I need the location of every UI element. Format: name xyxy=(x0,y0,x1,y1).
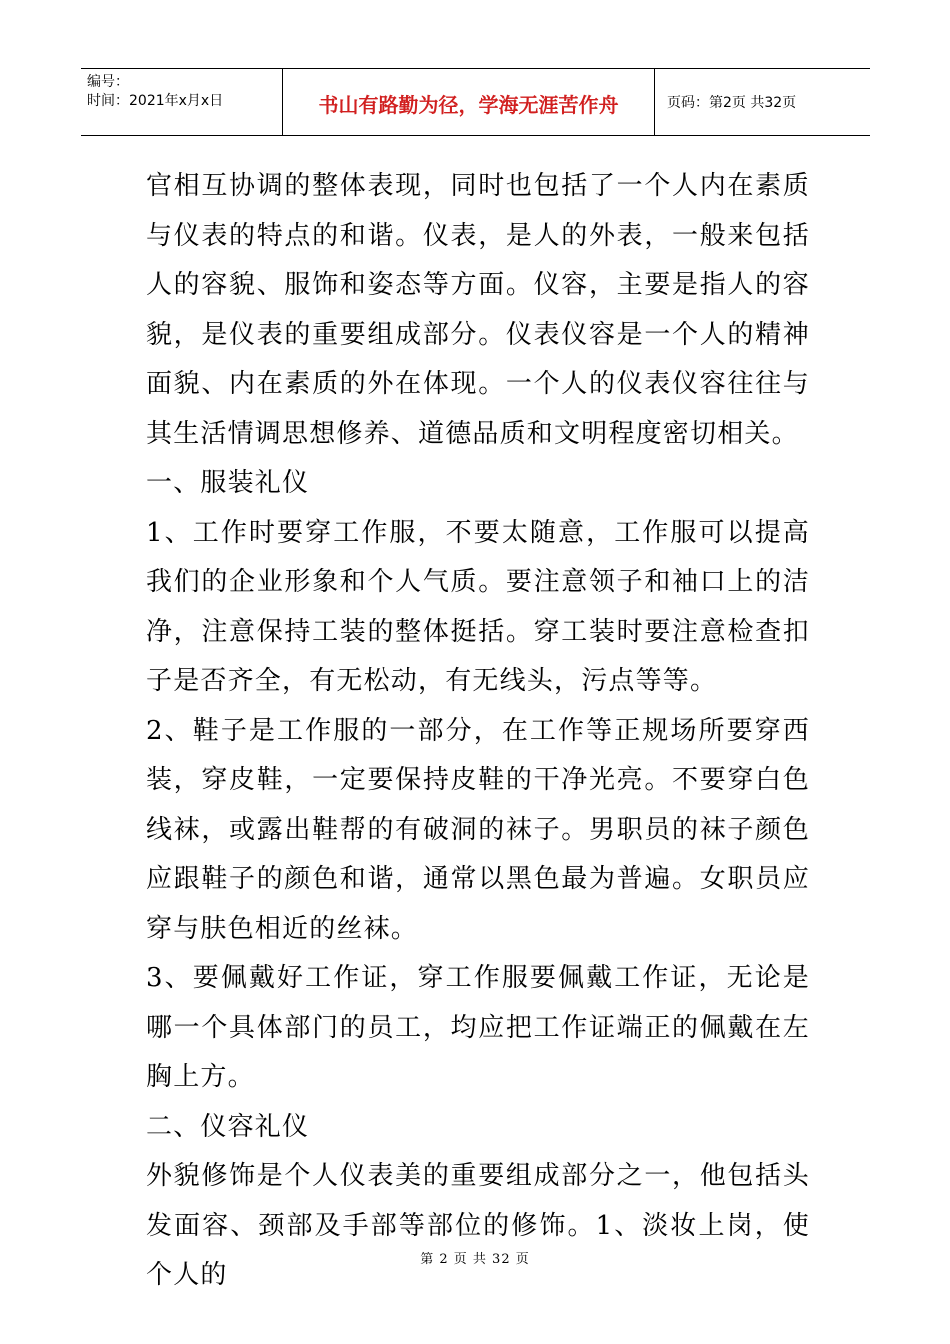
paragraph: 3、要佩戴好工作证，穿工作服要佩戴工作证，无论是哪一个具体部门的员工，均应把工作证端正的佩戴在左胸上方。 xyxy=(146,963,810,1092)
time-label: 时间：2021年x月x日 xyxy=(87,93,224,109)
page-footer: 第 2 页 共 32 页 xyxy=(420,1252,530,1267)
header-meta xyxy=(81,69,283,135)
paragraph: 2、鞋子是工作服的一部分，在工作等正规场所要穿西装，穿皮鞋，一定要保持皮鞋的干净光亮。不要穿白色线袜，或露出鞋帮的有破洞的袜子。男职员的袜子颜色应跟鞋子的颜色和谐，通常以黑色最为普遍。女职员应穿与肤色相近的丝袜。 xyxy=(146,715,810,944)
header-motto: 书山有路勤为径，学海无涯苦作舟 xyxy=(283,69,655,135)
section-heading: 二、仪容礼仪 xyxy=(146,1111,310,1142)
number-label: 编号： xyxy=(87,74,129,90)
paragraph: 外貌修饰是个人仪表美的重要组成部分之一，他包括头发面容、颈部及手部等部位的修饰。1、淡妆上岗，使个人的 xyxy=(146,1161,810,1290)
paragraph: 1、工作时要穿工作服，不要太随意，工作服可以提高我们的企业形象和个人气质。要注意领子和袖口上的洁净，注意保持工装的整体挺括。穿工装时要注意检查扣子是否齐全，有无松动，有无线头，污点等等。 xyxy=(146,517,810,696)
paragraph: 官相互协调的整体表现，同时也包括了一个人内在素质与仪表的特点的和谐。仪表，是人的外表，一般来包括人的容貌、服饰和姿态等方面。仪容，主要是指人的容貌，是仪表的重要组成部分。仪表仪容是一个人的精神面貌、内在素质的外在体现。一个人的仪表仪容往往与其生活情调思想修养、道德品质和文明程度密切相关。 xyxy=(146,171,810,449)
page-header xyxy=(81,68,870,136)
section-heading: 一、服装礼仪 xyxy=(146,468,310,498)
header-page-info: 页码：第2页 共32页 xyxy=(667,95,797,111)
document-body xyxy=(146,162,810,1301)
